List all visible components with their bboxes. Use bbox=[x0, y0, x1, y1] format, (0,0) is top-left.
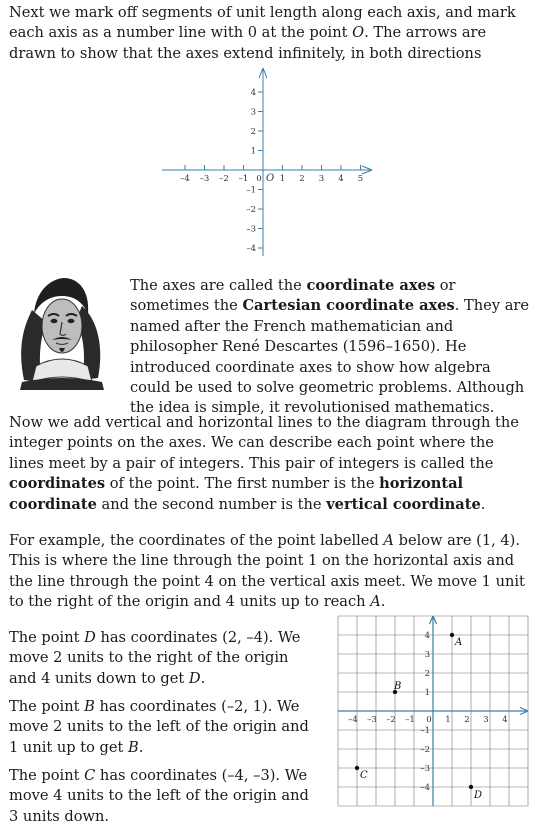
p6-text-e: . bbox=[138, 738, 144, 756]
grid-x-tick-label: –4 bbox=[348, 715, 358, 725]
grid-x-tick-label: 0 bbox=[426, 715, 432, 725]
y-tick-label: –1 bbox=[246, 185, 256, 196]
grid-x-tick-label: 1 bbox=[445, 715, 451, 725]
x-tick-label: 5 bbox=[357, 174, 364, 184]
x-tick-label: 0 bbox=[256, 174, 262, 184]
x-tick-label: –4 bbox=[180, 174, 190, 184]
grid-x-tick-label: –3 bbox=[367, 715, 377, 725]
grid-y-tick-label: –1 bbox=[420, 726, 430, 736]
example-paragraph bbox=[9, 531, 531, 613]
grid-y-tick-label: 3 bbox=[424, 650, 430, 660]
x-tick-label: 4 bbox=[338, 174, 344, 184]
p1-origin-symbol: O bbox=[352, 24, 365, 42]
point-a-dot bbox=[450, 633, 454, 637]
x-tick-label: 2 bbox=[299, 174, 305, 184]
p3-text-e: and the second number is the bbox=[96, 495, 327, 513]
p4-point-a-2: A bbox=[370, 593, 381, 611]
grid-x-tick-label: 4 bbox=[502, 715, 508, 725]
grid-y-tick-label: –4 bbox=[420, 783, 430, 793]
grid-x-tick-label: 2 bbox=[464, 715, 470, 725]
p3-text-a: Now we add vertical and horizontal lines to the diagram through the integer points on the axes. We can describe each point where the lines meet by a pair of integers. This pair of integers is called the bbox=[9, 414, 519, 472]
term-coordinates: coordinates bbox=[9, 475, 106, 493]
coordinate-grid-figure bbox=[333, 611, 533, 811]
p3-text-g: . bbox=[480, 495, 486, 513]
p5-point-d-2: D bbox=[188, 669, 201, 687]
y-tick-label: –4 bbox=[246, 244, 256, 254]
point-b-label: B bbox=[394, 681, 402, 692]
y-tick-label: 3 bbox=[250, 107, 256, 118]
grid-x-tick-label: –1 bbox=[405, 715, 415, 725]
point-d-paragraph bbox=[9, 628, 319, 689]
p6-text-c: has coordinates (–2, 1). We move 2 units to the left of the origin and 1 unit up to get bbox=[9, 698, 309, 756]
grid-y-tick-label: 1 bbox=[424, 688, 430, 698]
point-c-paragraph bbox=[9, 766, 319, 827]
point-c-label: C bbox=[360, 770, 368, 781]
p5-text-c: has coordinates (2, –4). We move 2 units to the right of the origin and 4 units down to get bbox=[9, 629, 301, 687]
p5-text-a: The point bbox=[9, 629, 85, 646]
grid-y-tick-label: –2 bbox=[420, 745, 430, 755]
term-horizontal-coordinate: horizontal coordinate bbox=[9, 475, 464, 513]
p4-text-c: below are (1, 4). This is where the line through the point 1 on the horizontal axis and the line through the point 4 on the vertical axis meet. We move 1 unit to the right of the origin and 4 units up to reach bbox=[9, 532, 525, 611]
term-cartesian-coordinate-axes: Cartesian coordinate axes bbox=[242, 297, 455, 315]
point-d-dot bbox=[469, 785, 473, 789]
p7-point-c: C bbox=[84, 767, 96, 784]
x-tick-label: –1 bbox=[238, 174, 249, 184]
number-line-axes-figure bbox=[160, 66, 385, 261]
p2-text-c: or sometimes the bbox=[130, 277, 456, 315]
y-tick-label: –3 bbox=[246, 224, 256, 235]
y-tick-label: 1 bbox=[250, 146, 256, 157]
term-vertical-coordinate: vertical coordinate bbox=[326, 495, 481, 513]
x-tick-label: –2 bbox=[219, 174, 229, 184]
p6-text-a: The point bbox=[9, 698, 85, 715]
x-tick-label: 1 bbox=[279, 174, 286, 184]
grid-x-tick-label: 3 bbox=[483, 715, 489, 725]
point-b-paragraph bbox=[9, 697, 319, 758]
term-coordinate-axes: coordinate axes bbox=[306, 277, 436, 294]
point-c-dot bbox=[355, 766, 359, 770]
p4-text-e: . bbox=[380, 593, 386, 611]
p6-point-b: B bbox=[84, 698, 95, 715]
y-tick-label: 4 bbox=[250, 88, 256, 98]
y-tick-label: 2 bbox=[250, 127, 256, 137]
p4-point-a: A bbox=[383, 532, 394, 549]
p5-point-d: D bbox=[84, 629, 96, 646]
y-tick-label: –2 bbox=[246, 205, 256, 215]
descartes-paragraph bbox=[130, 276, 535, 419]
p1-text-a: Next we mark off segments of unit length along each axis, and mark each axis as a number line with 0 at the point bbox=[9, 4, 516, 42]
grid-y-tick-label: –3 bbox=[420, 764, 430, 774]
point-a-label: A bbox=[455, 637, 463, 648]
point-d-label: D bbox=[474, 790, 483, 801]
origin-label: O bbox=[266, 173, 275, 184]
x-tick-label: 3 bbox=[318, 174, 325, 184]
p5-text-e: . bbox=[200, 669, 206, 687]
p2-text-a: The axes are called the bbox=[130, 277, 307, 294]
p1-text-c: . The arrows are drawn to show that the axes extend infinitely, in both directions bbox=[9, 24, 487, 62]
p2-text-e: . They are named after the French mathematician and philosopher René Descartes (1596–1650). He introduced coordinate axes to show how algebra could be used to solve geometric problems. Although the idea is simple, it revolutionised mathematics. bbox=[130, 297, 530, 417]
intro-paragraph bbox=[9, 3, 531, 64]
grid-y-tick-label: 2 bbox=[424, 669, 430, 679]
grid-y-tick-label: 4 bbox=[424, 631, 430, 641]
p7-text-c: has coordinates (–4, –3). We move 4 units to the left of the origin and 3 units down. bbox=[9, 767, 309, 825]
p6-point-b-2: B bbox=[128, 738, 139, 756]
descartes-portrait bbox=[12, 270, 112, 390]
p3-text-c: of the point. The first number is the bbox=[105, 475, 380, 493]
x-tick-label: –3 bbox=[199, 174, 210, 184]
p7-text-a: The point bbox=[9, 767, 85, 784]
grid-lines-paragraph bbox=[9, 413, 531, 515]
grid-x-tick-label: –2 bbox=[386, 715, 396, 725]
p4-text-a: For example, the coordinates of the point labelled bbox=[9, 532, 384, 549]
